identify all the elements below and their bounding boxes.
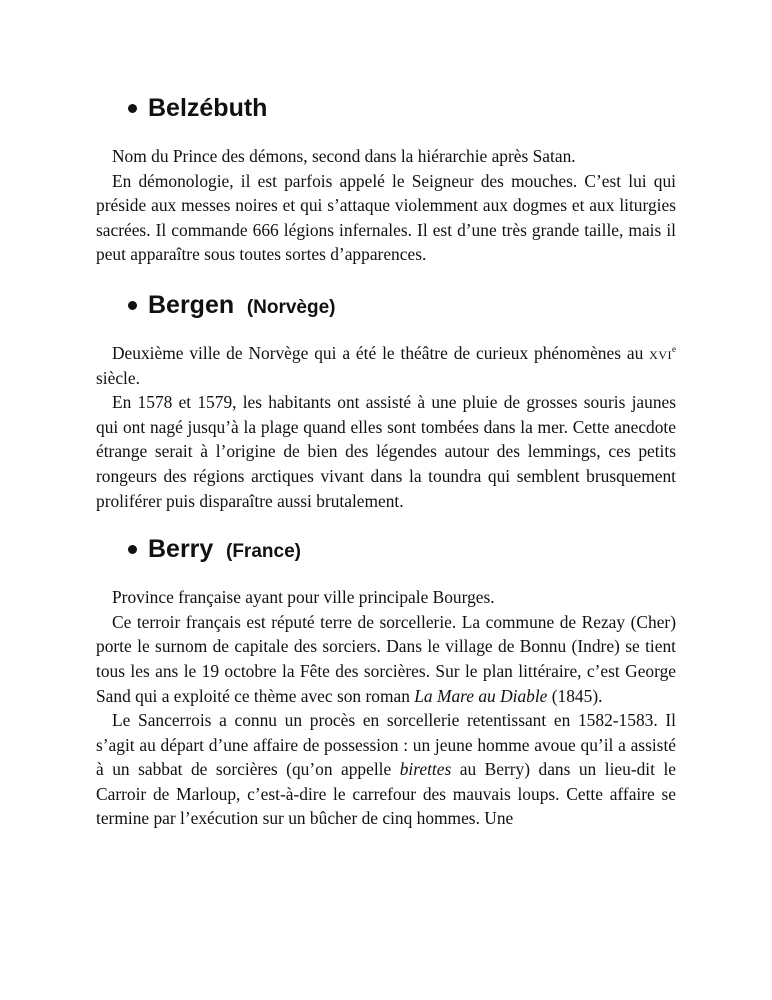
paragraph-text: (1845). <box>547 685 603 706</box>
entry-region: (Norvège) <box>246 296 336 318</box>
entry-region: (France) <box>226 541 301 563</box>
paragraph <box>96 610 676 708</box>
entry-body <box>96 585 676 831</box>
book-title: La Mare au Diable <box>414 685 548 706</box>
century-numeral: xvi <box>649 342 672 363</box>
paragraph: Province française ayant pour ville principale Bourges. <box>112 587 495 608</box>
entry-berry <box>96 527 676 831</box>
paragraph: En 1578 et 1579, les habitants ont assisté à une pluie de grosses souris jaunes qui ont nagé jusqu’à la plage quand elles sont tombées dans la mer. Cette anecdote étrange serait à l’origine de bien des légendes autour des lemmings, ces petits rongeurs des régions arctiques vivant dans la toundra qui semblent brusquement proliférer puis disparaître aussi brutalement. <box>96 392 676 511</box>
entry-term: Berry <box>148 535 214 564</box>
bullet-icon <box>128 301 137 310</box>
entry-body <box>96 341 676 513</box>
paragraph-text: siècle. <box>96 367 140 388</box>
paragraph-text: au Berry) dans un lieu-dit le Carroir de Marloup, c’est-à-dire le carrefour des mauvais loups. Cette affaire se termine par l’exécution sur un bûcher de cinq hommes. Une <box>96 759 676 829</box>
entry-heading <box>96 86 676 130</box>
paragraph: Nom du Prince des démons, second dans la hiérarchie après Satan. <box>112 146 576 166</box>
entry-heading <box>96 527 676 571</box>
paragraph <box>96 341 676 390</box>
entry-term: Belzébuth <box>148 94 268 122</box>
paragraph-text: Le Sancerrois a connu un procès en sorcellerie retentissant en 1582-1583. Il s’agit au départ d’une affaire de possession : un jeune homme avoue qu’il a assisté à un sabbat de sorcières (qu’on appelle <box>96 710 676 780</box>
entry-bergen <box>96 283 676 513</box>
italic-term: birettes <box>399 759 452 780</box>
paragraph: En démonologie, il est parfois appelé le Seigneur des mouches. C’est lui qui préside aux messes noires et qui s’attaque violemment aux dogmes et aux liturgies sacrées. Il commande 666 légions infernales. Il est d’une très grande taille, mais il peut apparaître sous toutes sortes d’apparences. <box>96 170 676 265</box>
entry-body <box>96 144 676 267</box>
paragraph <box>96 708 676 831</box>
document-page <box>96 86 676 831</box>
century-superscript: e <box>671 344 676 355</box>
paragraph-text: Ce terroir français est réputé terre de sorcellerie. La commune de Rezay (Cher) porte le surnom de capitale des sorciers. Dans le village de Bonnu (Indre) se tient tous les ans le 19 octobre la Fête des sorcières. Sur le plan littéraire, c’est George Sand qui a exploité ce thème avec son roman <box>96 611 676 706</box>
entry-belzebuth <box>96 86 676 267</box>
bullet-icon <box>128 545 137 554</box>
paragraph-text: Deuxième ville de Norvège qui a été le théâtre de curieux phénomènes au <box>112 342 644 363</box>
entry-term: Bergen <box>148 290 235 319</box>
bullet-icon <box>128 104 137 113</box>
entry-heading <box>96 283 676 327</box>
